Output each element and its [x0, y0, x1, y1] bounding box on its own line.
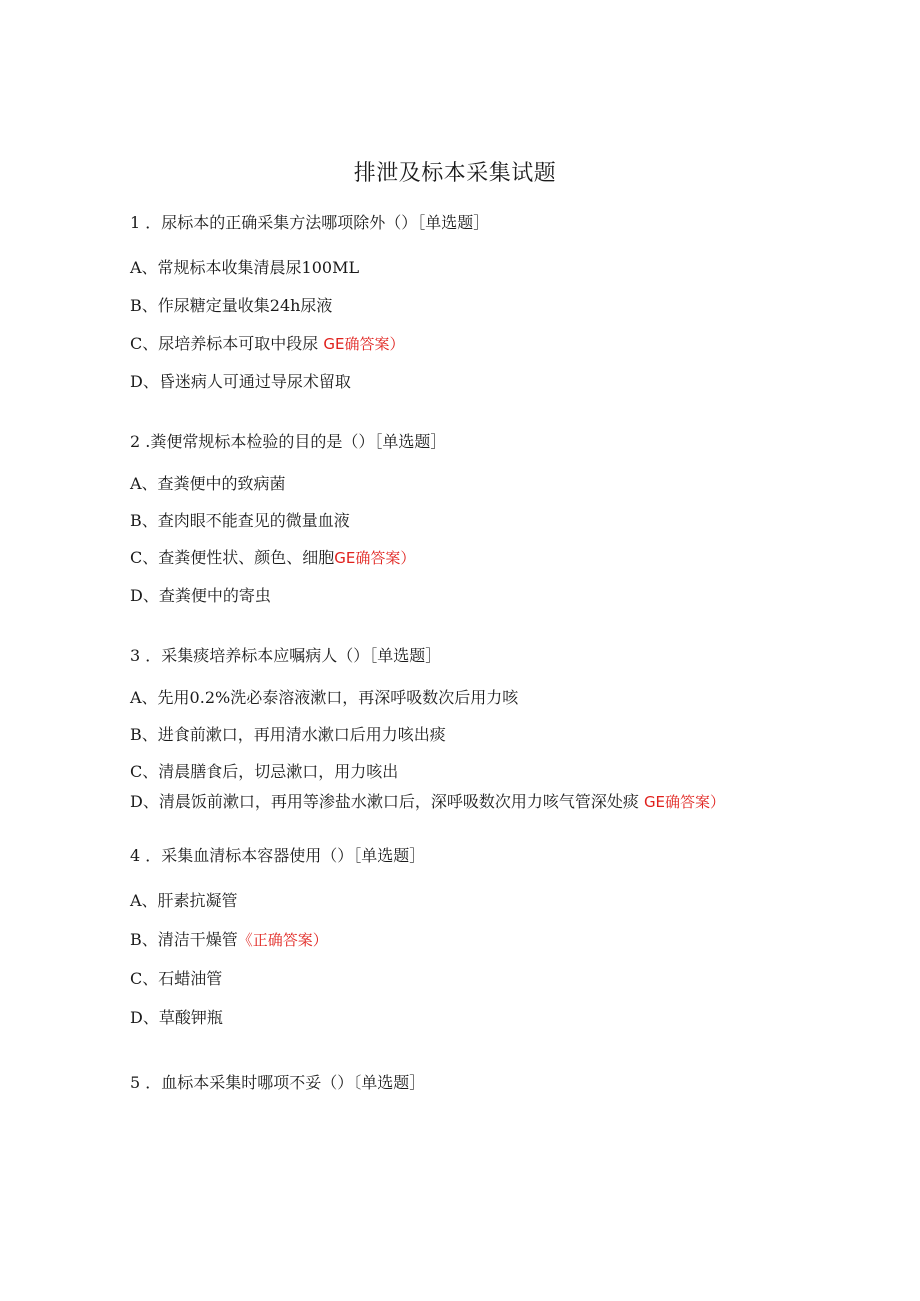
option-text: B、进食前漱口，再用清水漱口后用力咳出痰 — [130, 725, 446, 744]
option-item — [130, 1008, 223, 1028]
option-text: B、清洁干燥管 — [130, 930, 238, 949]
option-item — [130, 586, 271, 606]
option-text: B、作尿糖定量收集24h尿液 — [130, 296, 333, 315]
question-stem: 2 .粪便常规标本检验的目的是（）［单选题］ — [130, 432, 447, 451]
option-text: C、查粪便性状、颜色、细胞 — [130, 548, 335, 567]
correct-answer-mark: GE确答案） — [643, 793, 726, 811]
option-item — [130, 725, 446, 745]
option-item — [130, 792, 725, 812]
option-item — [130, 762, 398, 782]
correct-answer-mark: 《正确答案） — [237, 931, 328, 949]
question-stem: 3 ．采集痰培养标本应嘱病人（）［单选题］ — [130, 646, 442, 665]
option-text: A、先用0.2%洗必泰溶液漱口，再深呼吸数次后用力咳 — [130, 688, 519, 707]
option-item — [130, 334, 404, 354]
option-item — [130, 688, 518, 708]
document-title: 排泄及标本采集试题 — [353, 161, 557, 186]
question-stem: 1 ．尿标本的正确采集方法哪项除外（）［单选题］ — [130, 213, 490, 232]
question-stem: 5 ．血标本采集时哪项不妥（）〔单选题］ — [130, 1073, 426, 1092]
option-text: C、尿培养标本可取中段尿 — [130, 334, 319, 353]
question-stem: 4 ．采集血清标本容器使用（）［单选题］ — [130, 846, 426, 865]
option-text: C、石蜡油管 — [130, 969, 223, 988]
option-text: A、肝素抗凝管 — [130, 891, 238, 910]
option-item — [130, 511, 350, 531]
option-item — [130, 372, 351, 392]
option-text: D、草酸钾瓶 — [130, 1008, 223, 1027]
option-text: A、常规标本收集清晨尿100ML — [130, 258, 360, 277]
option-item — [130, 258, 359, 278]
option-item — [130, 548, 415, 568]
option-item — [130, 930, 328, 950]
option-text: D、查粪便中的寄虫 — [130, 586, 271, 605]
option-text: D、昏迷病人可通过导尿术留取 — [130, 372, 351, 391]
option-text: A、查粪便中的致病菌 — [130, 474, 286, 493]
option-text: C、清晨膳食后，切忌漱口，用力咳出 — [130, 762, 399, 781]
correct-answer-mark: GE确答案） — [323, 335, 405, 353]
option-item — [130, 296, 332, 316]
option-text: B、查肉眼不能查见的微量血液 — [130, 511, 350, 530]
correct-answer-mark: GE确答案） — [334, 549, 416, 567]
option-item — [130, 969, 222, 989]
option-item — [130, 891, 238, 911]
option-item — [130, 474, 286, 494]
option-text: D、清晨饭前漱口，再用等渗盐水漱口后，深呼吸数次用力咳气管深处痰 — [130, 792, 639, 811]
